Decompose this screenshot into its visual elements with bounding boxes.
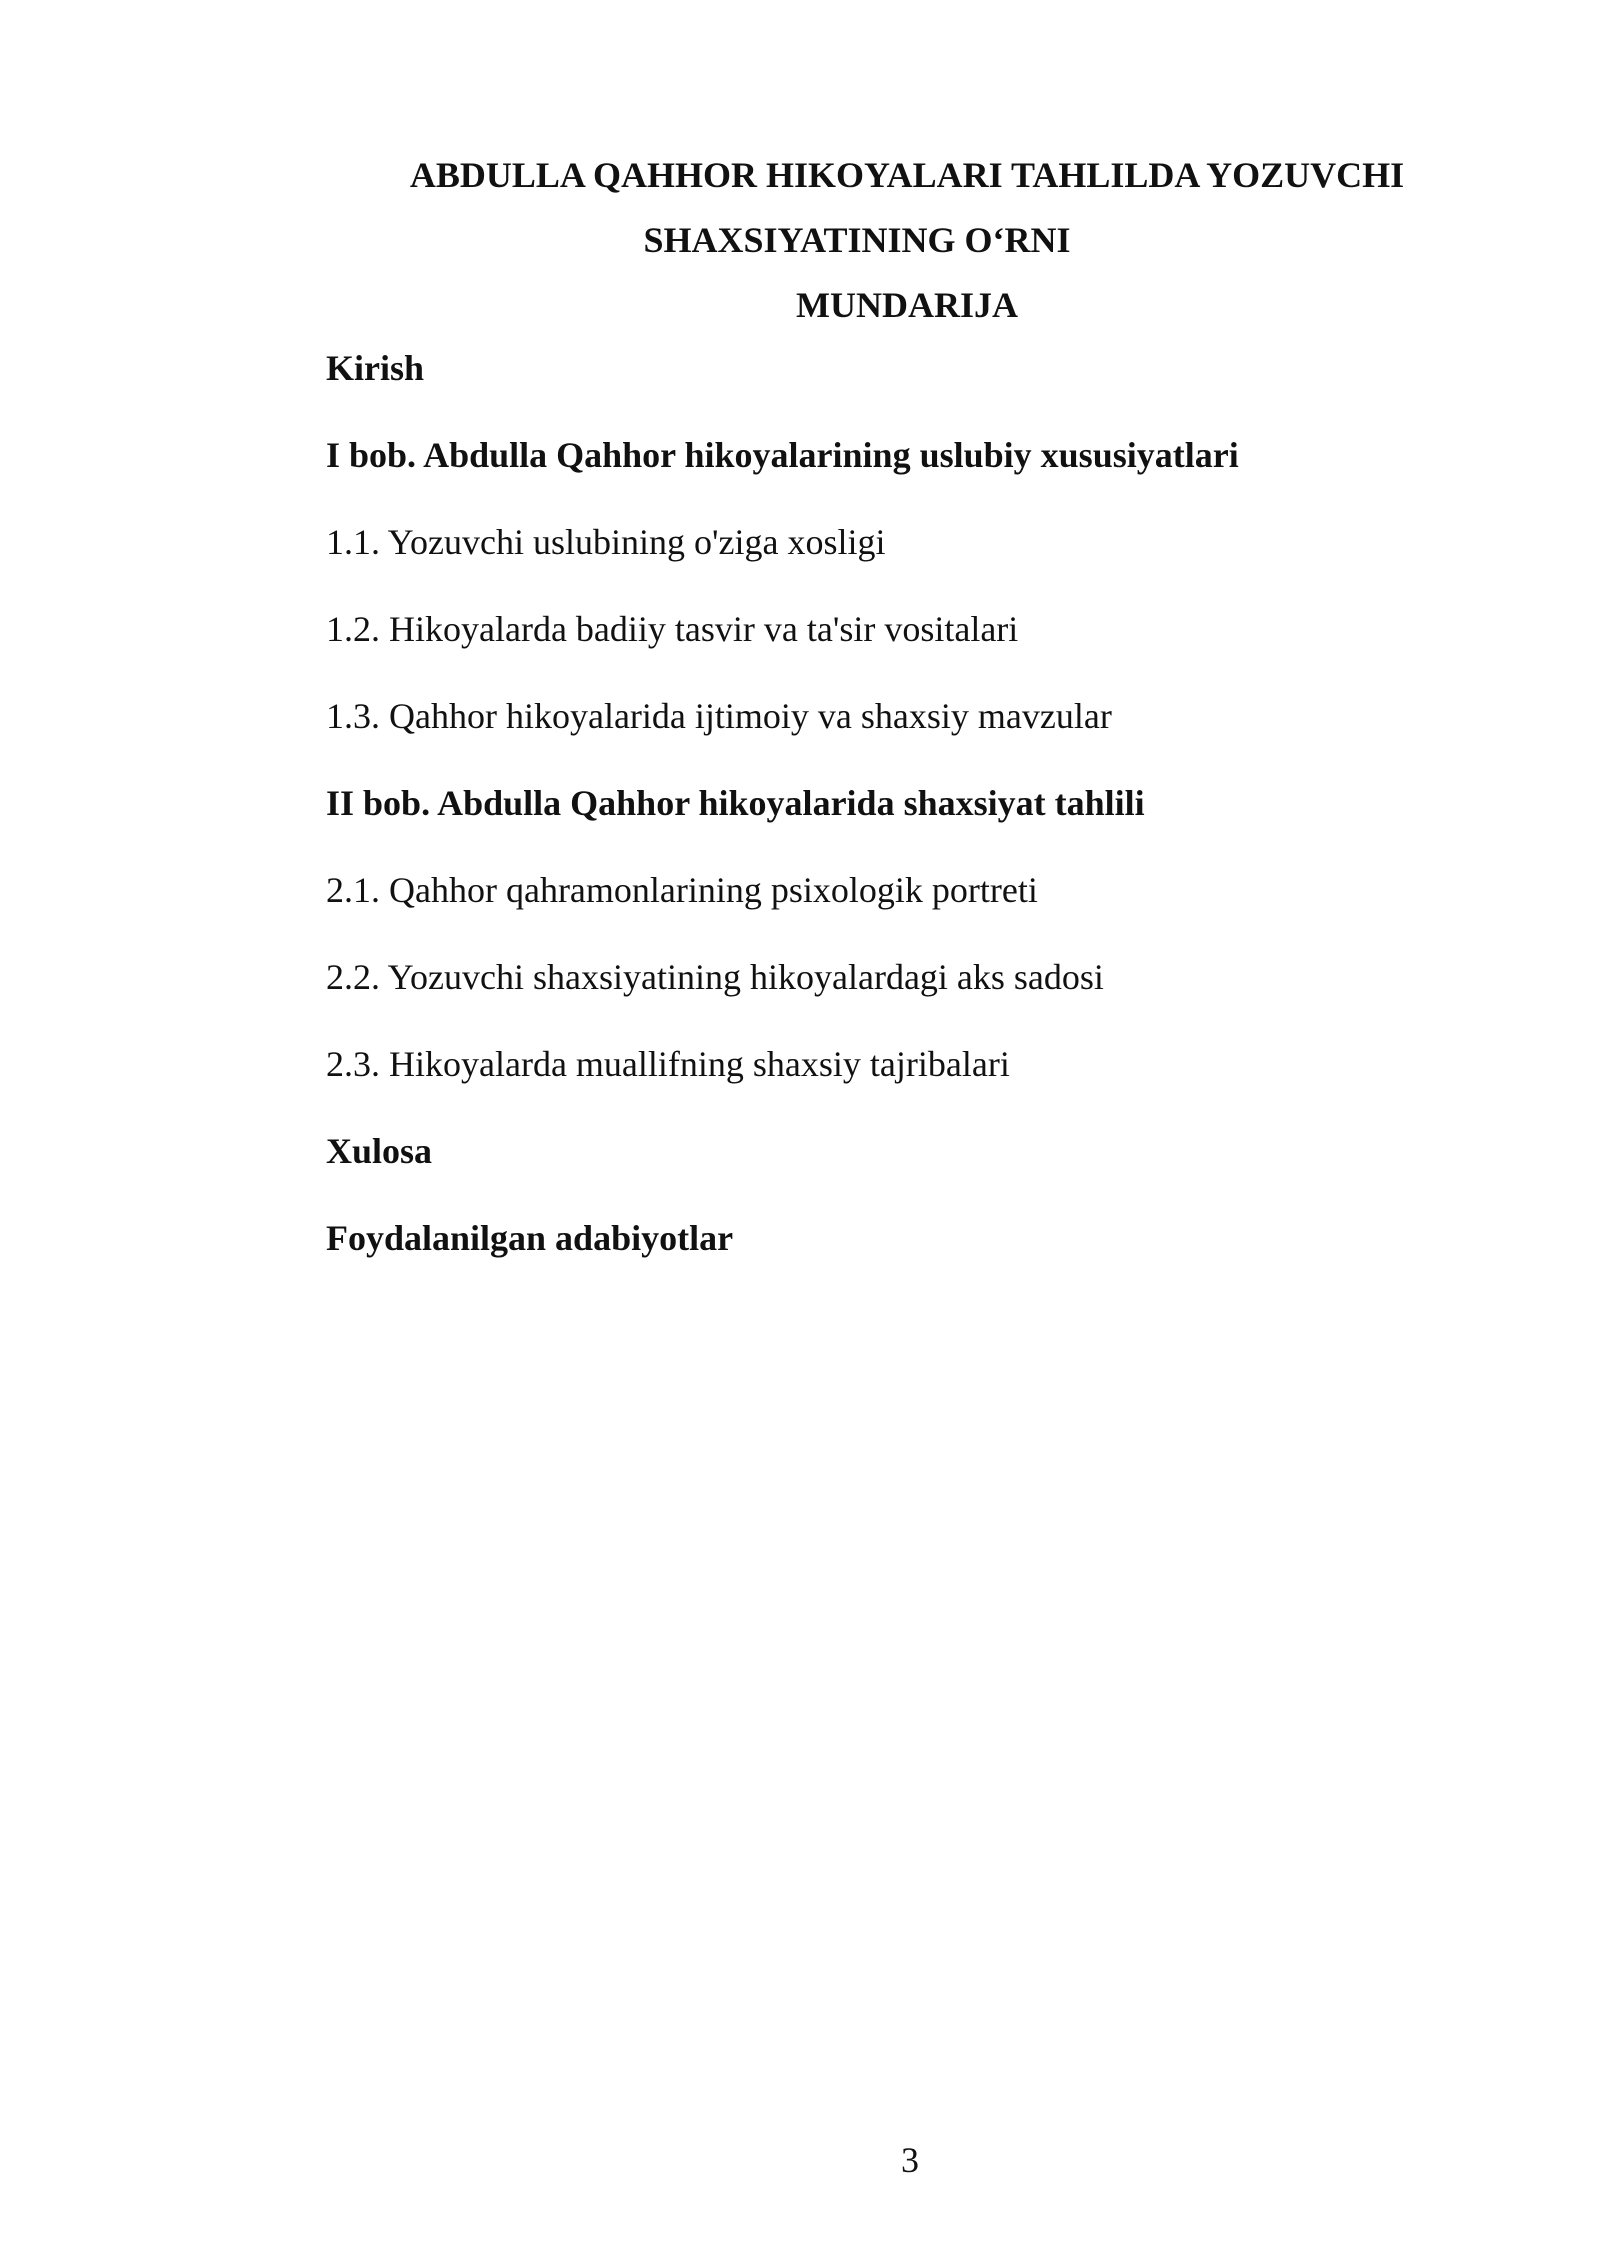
toc-item-conclusion: Xulosa: [326, 1131, 433, 1171]
toc-item-chapter-2: II bob. Abdulla Qahhor hikoyalarida shaxsiyat tahlili: [326, 783, 1145, 823]
toc-item-section-1-3: 1.3. Qahhor hikoyalarida ijtimoiy va shaxsiy mavzular: [326, 696, 1112, 736]
toc-item-section-2-1: 2.1. Qahhor qahramonlarining psixologik portreti: [326, 870, 1038, 910]
toc-item-section-1-1: 1.1. Yozuvchi uslubining o'ziga xosligi: [326, 522, 886, 562]
toc-item-chapter-1: I bob. Abdulla Qahhor hikoyalarining uslubiy xususiyatlari: [326, 435, 1239, 475]
table-of-contents: [326, 346, 1476, 1303]
toc-item-references: Foydalanilgan adabiyotlar: [326, 1218, 734, 1258]
toc-item-introduction: Kirish: [326, 348, 425, 388]
document-title-line-2: SHAXSIYATINING O‘RNI: [643, 220, 1071, 260]
toc-item-section-2-2: 2.2. Yozuvchi shaxsiyatining hikoyalardagi aks sadosi: [326, 957, 1104, 997]
page-number: 3: [901, 2140, 919, 2180]
contents-heading: MUNDARIJA: [796, 285, 1018, 325]
toc-item-section-2-3: 2.3. Hikoyalarda muallifning shaxsiy tajribalari: [326, 1044, 1010, 1084]
document-title-line-1: ABDULLA QAHHOR HIKOYALARI TAHLILDA YOZUVCHI: [409, 155, 1405, 195]
toc-item-section-1-2: 1.2. Hikoyalarda badiiy tasvir va ta'sir vositalari: [326, 609, 1019, 649]
